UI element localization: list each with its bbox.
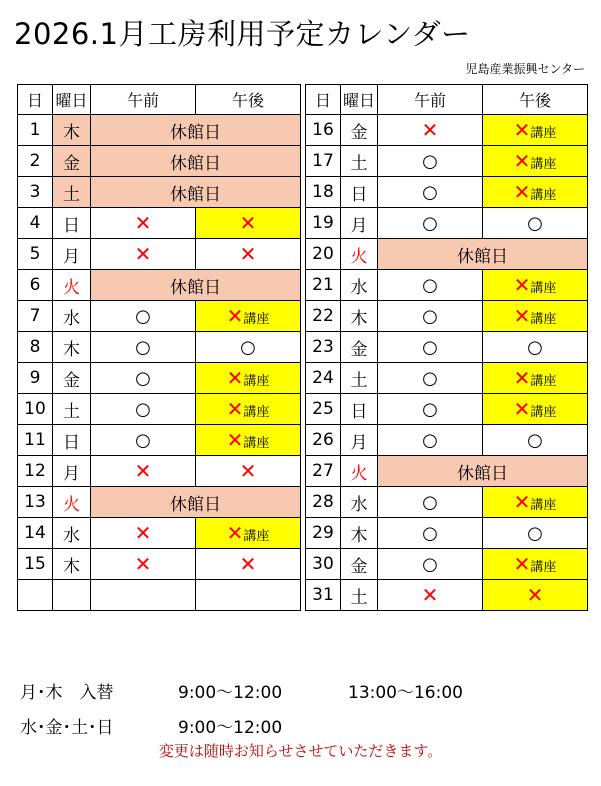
table-row (18, 301, 301, 332)
pm-cell (483, 146, 588, 177)
lecture-note: 講座 (530, 405, 557, 420)
weekday: 木 (53, 549, 91, 580)
lecture-note: 講座 (530, 312, 557, 327)
circle-mark: ○ (422, 491, 438, 513)
day-number: 10 (18, 394, 53, 425)
weekday: 月 (53, 456, 91, 487)
weekday: 木 (341, 301, 378, 332)
weekday: 土 (341, 580, 378, 611)
day-number: 25 (306, 394, 341, 425)
pm-cell (483, 425, 588, 456)
cross-mark: ✕ (134, 521, 152, 545)
weekday: 月 (341, 208, 378, 239)
header-pm: 午後 (196, 85, 301, 115)
hours-slot-1: 9:00～12:00 (178, 683, 283, 703)
table-row (18, 363, 301, 394)
weekday: 月 (341, 425, 378, 456)
cross-mark: ✕ (134, 552, 152, 576)
weekday: 木 (53, 332, 91, 363)
day-number: 21 (306, 270, 341, 301)
pm-cell (196, 363, 301, 394)
circle-mark: ○ (527, 336, 543, 358)
cross-mark: ✕ (226, 304, 244, 328)
cross-mark: ✕ (239, 211, 257, 235)
am-cell (378, 208, 483, 239)
pm-cell (483, 518, 588, 549)
hours-row-2 (20, 713, 282, 738)
cross-mark: ✕ (513, 180, 531, 204)
table-row (18, 518, 301, 549)
table-row (306, 456, 588, 487)
day-number: 7 (18, 301, 53, 332)
cross-mark: ✕ (239, 552, 257, 576)
pm-cell (196, 425, 301, 456)
empty-cell (53, 580, 91, 611)
weekday: 土 (53, 177, 91, 208)
table-row (18, 332, 301, 363)
weekday: 金 (53, 363, 91, 394)
hours-slot-2: 13:00～16:00 (348, 683, 463, 703)
cross-mark: ✕ (513, 304, 531, 328)
pm-cell (483, 487, 588, 518)
pm-cell (196, 518, 301, 549)
am-cell (91, 239, 196, 270)
closed-cell: 休館日 (91, 270, 301, 301)
cross-mark: ✕ (239, 242, 257, 266)
lecture-note: 講座 (243, 405, 270, 420)
weekday: 水 (341, 487, 378, 518)
day-number: 28 (306, 487, 341, 518)
cross-mark: ✕ (513, 552, 531, 576)
closed-cell: 休館日 (91, 115, 301, 146)
table-row (306, 115, 588, 146)
weekday: 金 (341, 549, 378, 580)
am-cell (378, 177, 483, 208)
lecture-note: 講座 (530, 374, 557, 389)
circle-mark: ○ (422, 398, 438, 420)
day-number: 26 (306, 425, 341, 456)
day-number: 22 (306, 301, 341, 332)
cross-mark: ✕ (513, 273, 531, 297)
pm-cell (483, 177, 588, 208)
circle-mark: ○ (527, 429, 543, 451)
closed-cell: 休館日 (91, 146, 301, 177)
cross-mark: ✕ (134, 459, 152, 483)
day-number: 11 (18, 425, 53, 456)
lecture-note: 講座 (243, 436, 270, 451)
table-row (306, 208, 588, 239)
table-row (306, 301, 588, 332)
cross-mark: ✕ (226, 397, 244, 421)
weekday: 日 (53, 208, 91, 239)
circle-mark: ○ (422, 305, 438, 327)
pm-cell (196, 456, 301, 487)
table-row (306, 239, 588, 270)
weekday: 土 (341, 363, 378, 394)
cross-mark: ✕ (513, 490, 531, 514)
day-number: 6 (18, 270, 53, 301)
weekday: 木 (341, 518, 378, 549)
organization-name: 児島産業振興センター (465, 62, 585, 76)
am-cell (378, 115, 483, 146)
header-pm: 午後 (483, 85, 588, 115)
cross-mark: ✕ (226, 428, 244, 452)
day-number: 29 (306, 518, 341, 549)
circle-mark: ○ (527, 522, 543, 544)
closed-cell: 休館日 (378, 456, 588, 487)
am-cell (378, 580, 483, 611)
day-number: 16 (306, 115, 341, 146)
pm-cell (483, 332, 588, 363)
am-cell (378, 301, 483, 332)
weekday: 火 (341, 456, 378, 487)
page-title: 2026.1月工房利用予定カレンダー (14, 17, 471, 51)
closed-cell: 休館日 (378, 239, 588, 270)
day-number: 5 (18, 239, 53, 270)
table-header-row (18, 85, 301, 115)
lecture-note: 講座 (530, 560, 557, 575)
weekday: 火 (53, 270, 91, 301)
weekday: 日 (341, 394, 378, 425)
day-number: 17 (306, 146, 341, 177)
day-number: 18 (306, 177, 341, 208)
closed-cell: 休館日 (91, 177, 301, 208)
footer-note: 変更は随時お知らせさせていただきます。 (158, 742, 443, 760)
lecture-note: 講座 (530, 281, 557, 296)
cross-mark: ✕ (421, 583, 439, 607)
table-row (306, 580, 588, 611)
am-cell (91, 394, 196, 425)
am-cell (378, 332, 483, 363)
am-cell (91, 332, 196, 363)
weekday: 土 (53, 394, 91, 425)
lecture-note: 講座 (243, 374, 270, 389)
closed-cell: 休館日 (91, 487, 301, 518)
cross-mark: ✕ (513, 366, 531, 390)
calendar-table-right (305, 84, 588, 611)
table-row (18, 115, 301, 146)
table-row (306, 363, 588, 394)
pm-cell (483, 580, 588, 611)
am-cell (91, 363, 196, 394)
pm-cell (483, 549, 588, 580)
circle-mark: ○ (135, 367, 151, 389)
table-row (306, 146, 588, 177)
cross-mark: ✕ (421, 118, 439, 142)
lecture-note: 講座 (530, 188, 557, 203)
header-am: 午前 (91, 85, 196, 115)
cross-mark: ✕ (526, 583, 544, 607)
table-row (18, 549, 301, 580)
circle-mark: ○ (422, 367, 438, 389)
cross-mark: ✕ (226, 366, 244, 390)
am-cell (378, 549, 483, 580)
am-cell (91, 549, 196, 580)
day-number: 1 (18, 115, 53, 146)
table-row (18, 208, 301, 239)
am-cell (378, 363, 483, 394)
lecture-note: 講座 (530, 498, 557, 513)
day-number: 15 (18, 549, 53, 580)
lecture-note: 講座 (243, 312, 270, 327)
table-row (306, 332, 588, 363)
pm-cell (483, 301, 588, 332)
am-cell (91, 456, 196, 487)
cross-mark: ✕ (513, 118, 531, 142)
table-row (306, 394, 588, 425)
table-header-row (306, 85, 588, 115)
weekday: 金 (341, 332, 378, 363)
pm-cell (196, 549, 301, 580)
am-cell (378, 270, 483, 301)
pm-cell (196, 394, 301, 425)
day-number: 27 (306, 456, 341, 487)
am-cell (91, 208, 196, 239)
day-number: 12 (18, 456, 53, 487)
calendar-table-left (17, 84, 301, 611)
weekday: 月 (53, 239, 91, 270)
cross-mark: ✕ (513, 149, 531, 173)
circle-mark: ○ (240, 336, 256, 358)
circle-mark: ○ (422, 553, 438, 575)
hours-slot-1: 9:00～12:00 (178, 718, 283, 738)
am-cell (378, 425, 483, 456)
am-cell (91, 425, 196, 456)
table-row (18, 425, 301, 456)
lecture-note: 講座 (530, 126, 557, 141)
cross-mark: ✕ (239, 459, 257, 483)
pm-cell (483, 394, 588, 425)
circle-mark: ○ (135, 305, 151, 327)
table-row (306, 487, 588, 518)
table-row (306, 518, 588, 549)
table-row (18, 177, 301, 208)
weekday: 火 (53, 487, 91, 518)
table-row (18, 487, 301, 518)
day-number: 20 (306, 239, 341, 270)
table-row (306, 549, 588, 580)
table-row (18, 146, 301, 177)
header-weekday: 曜日 (53, 85, 91, 115)
weekday: 金 (53, 146, 91, 177)
circle-mark: ○ (422, 522, 438, 544)
am-cell (378, 394, 483, 425)
am-cell (378, 518, 483, 549)
header-day: 日 (306, 85, 341, 115)
table-row (306, 177, 588, 208)
weekday: 火 (341, 239, 378, 270)
pm-cell (483, 363, 588, 394)
hours-row-1 (20, 678, 463, 703)
circle-mark: ○ (135, 336, 151, 358)
empty-cell (18, 580, 53, 611)
weekday: 金 (341, 115, 378, 146)
table-row (306, 425, 588, 456)
day-number: 23 (306, 332, 341, 363)
am-cell (378, 487, 483, 518)
table-row (18, 456, 301, 487)
weekday: 木 (53, 115, 91, 146)
day-number: 31 (306, 580, 341, 611)
lecture-note: 講座 (243, 529, 270, 544)
table-row (18, 394, 301, 425)
header-day: 日 (18, 85, 53, 115)
lecture-note: 講座 (530, 157, 557, 172)
header-am: 午前 (378, 85, 483, 115)
day-number: 4 (18, 208, 53, 239)
hours-days: 水･金･土･日 (20, 718, 114, 738)
table-row (18, 239, 301, 270)
day-number: 9 (18, 363, 53, 394)
am-cell (91, 301, 196, 332)
day-number: 30 (306, 549, 341, 580)
weekday: 水 (341, 270, 378, 301)
circle-mark: ○ (422, 429, 438, 451)
weekday: 水 (53, 518, 91, 549)
circle-mark: ○ (422, 150, 438, 172)
circle-mark: ○ (422, 181, 438, 203)
hours-days: 月･木 入替 (20, 683, 114, 703)
circle-mark: ○ (422, 212, 438, 234)
table-row (306, 270, 588, 301)
am-cell (91, 518, 196, 549)
day-number: 2 (18, 146, 53, 177)
day-number: 3 (18, 177, 53, 208)
pm-cell (483, 115, 588, 146)
table-row (18, 270, 301, 301)
day-number: 8 (18, 332, 53, 363)
weekday: 日 (341, 177, 378, 208)
pm-cell (196, 301, 301, 332)
weekday: 水 (53, 301, 91, 332)
cross-mark: ✕ (513, 397, 531, 421)
circle-mark: ○ (422, 274, 438, 296)
circle-mark: ○ (527, 212, 543, 234)
day-number: 14 (18, 518, 53, 549)
day-number: 24 (306, 363, 341, 394)
day-number: 19 (306, 208, 341, 239)
pm-cell (483, 208, 588, 239)
pm-cell (196, 239, 301, 270)
header-weekday: 曜日 (341, 85, 378, 115)
weekday: 日 (53, 425, 91, 456)
empty-cell (91, 580, 196, 611)
pm-cell (196, 208, 301, 239)
table-row (18, 580, 301, 611)
cross-mark: ✕ (134, 242, 152, 266)
pm-cell (196, 332, 301, 363)
weekday: 土 (341, 146, 378, 177)
pm-cell (483, 270, 588, 301)
empty-cell (196, 580, 301, 611)
day-number: 13 (18, 487, 53, 518)
cross-mark: ✕ (134, 211, 152, 235)
circle-mark: ○ (135, 429, 151, 451)
cross-mark: ✕ (226, 521, 244, 545)
circle-mark: ○ (135, 398, 151, 420)
circle-mark: ○ (422, 336, 438, 358)
am-cell (378, 146, 483, 177)
